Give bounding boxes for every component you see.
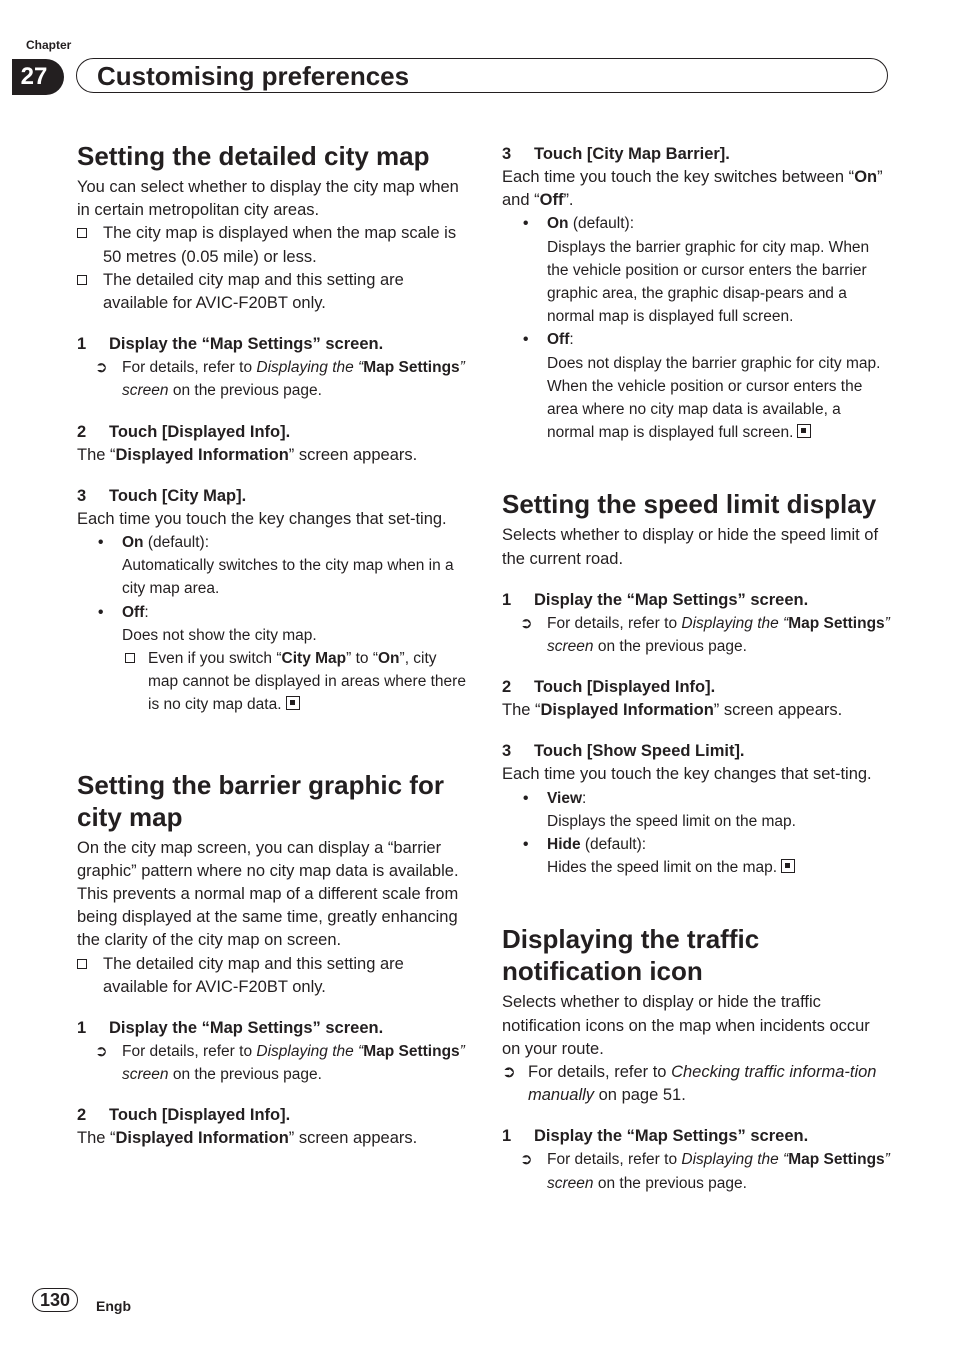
section-intro: On the city map screen, you can display a “barrier graphic” pattern where no city map data is available. This prevents a normal map of a different scale from being displayed at the same time, greatly enhancing the clarity of the city map on screen. <box>77 838 459 950</box>
ref-link: Checking traffic informa-tion manually <box>528 1063 877 1105</box>
note <box>77 269 467 315</box>
option-suffix: : <box>144 603 149 621</box>
step-number: 3 <box>502 742 512 761</box>
step-heading <box>502 143 892 166</box>
step-desc <box>77 444 467 467</box>
text: ” screen appears. <box>288 1129 418 1148</box>
step-text: Touch [City Map]. <box>109 486 247 505</box>
option-desc: Displays the speed limit on the map. <box>547 812 796 830</box>
arrow-icon: ➲ <box>520 1151 533 1169</box>
text-bold: Displayed Information <box>540 701 714 720</box>
option-suffix: : <box>582 789 587 807</box>
option-suffix: (default): <box>568 215 635 233</box>
ref-link: ” screen <box>547 614 890 656</box>
option-desc: Does not display the barrier graphic for city map. When the vehicle position or cursor enters the area where no city map data is available, a normal map is displayed full screen. <box>547 354 881 442</box>
section-title: Setting the speed limit display <box>502 489 877 520</box>
text-bold: Displayed Information <box>115 1129 289 1148</box>
text-bold: Off <box>539 191 564 210</box>
bullet-item <box>502 787 892 833</box>
step-text: Touch [Displayed Info]. <box>534 678 716 697</box>
step-text: Touch [Displayed Info]. <box>109 1106 291 1125</box>
step-text: Display the “Map Settings” screen. <box>534 590 809 609</box>
section-traffic-notification <box>502 923 892 1194</box>
text-bold: City Map <box>281 650 347 668</box>
section-barrier-graphic <box>77 769 467 1151</box>
bullet-icon: • <box>523 789 529 807</box>
note-text: The detailed city map and this setting are available for AVIC-F20BT only. <box>103 954 404 996</box>
ref-link: ” screen <box>122 359 465 400</box>
option-label: View <box>547 789 583 807</box>
reference <box>502 1061 892 1107</box>
reference <box>502 1148 892 1194</box>
step-number: 1 <box>77 335 87 354</box>
step-number: 3 <box>502 145 512 163</box>
step-desc <box>77 1127 467 1150</box>
option-desc: Automatically switches to the city map when in a city map area. <box>122 557 454 598</box>
step-number: 2 <box>502 678 512 697</box>
ref-bold: Map Settings <box>788 1151 885 1169</box>
option-label: On <box>122 534 144 552</box>
chapter-title: Customising preferences <box>97 61 410 91</box>
text: ”. <box>563 191 574 210</box>
bullet-item <box>77 531 467 601</box>
ref-link: Displaying the “ <box>256 1043 364 1061</box>
right-column <box>502 140 892 1195</box>
text-bold: On <box>854 168 878 186</box>
text-bold: Displayed Information <box>115 445 289 464</box>
ref-bold: Map Settings <box>788 614 885 632</box>
text: The “ <box>77 445 116 464</box>
ref-text: on the previous page. <box>168 1066 322 1084</box>
bullet-item <box>502 328 892 444</box>
ref-link: ” screen <box>122 1043 465 1084</box>
text-bold: On <box>378 650 400 668</box>
checkbox-icon <box>125 653 135 663</box>
text: ” to “ <box>346 650 378 668</box>
step-heading <box>77 421 467 444</box>
sub-note <box>77 647 467 717</box>
step-heading <box>502 589 892 612</box>
bullet-icon: • <box>98 603 104 621</box>
text: ” screen appears. <box>713 701 843 720</box>
text: ” screen appears. <box>288 445 418 464</box>
text: The “ <box>502 701 541 720</box>
ref-text: For details, refer to <box>122 1043 257 1061</box>
text: The “ <box>77 1129 116 1148</box>
end-mark-icon <box>781 859 795 873</box>
step-text: Touch [City Map Barrier]. <box>534 145 730 163</box>
chapter-label: Chapter <box>26 38 72 52</box>
step-number: 2 <box>77 1106 87 1125</box>
note <box>77 222 467 268</box>
step-desc <box>502 166 892 212</box>
checkbox-icon <box>77 275 87 285</box>
step-heading <box>502 740 892 763</box>
bullet-icon: • <box>523 331 529 349</box>
step-desc: Each time you touch the key changes that set-ting. <box>502 765 872 784</box>
step-number: 1 <box>502 1127 512 1146</box>
ref-link: Displaying the “ <box>256 359 364 377</box>
step-number: 3 <box>77 486 87 505</box>
bullet-icon: • <box>98 534 104 552</box>
ref-text: on the previous page. <box>593 638 747 656</box>
ref-text: For details, refer to <box>547 1151 682 1169</box>
text: Even if you switch “ <box>148 650 282 668</box>
note <box>77 953 467 999</box>
ref-text: on page 51. <box>594 1086 686 1105</box>
section-intro: Selects whether to display or hide the traffic notification icons on the map when incidents occur on your route. <box>502 993 870 1058</box>
step-heading <box>77 485 467 508</box>
option-desc: Hides the speed limit on the map. <box>547 859 778 877</box>
reference <box>77 1040 467 1086</box>
section-detailed-city-map <box>77 140 467 717</box>
note-text: The detailed city map and this setting are available for AVIC-F20BT only. <box>103 270 404 313</box>
reference <box>77 356 467 402</box>
checkbox-icon <box>77 228 87 238</box>
bullet-icon: • <box>523 215 529 233</box>
step-text: Display the “Map Settings” screen. <box>109 335 384 354</box>
text: ”, city map cannot be displayed in areas where there is no city map data. <box>148 650 466 714</box>
arrow-icon: ➲ <box>502 1063 516 1082</box>
bullet-item <box>77 601 467 647</box>
bullet-icon: • <box>523 836 529 854</box>
option-label: Off <box>547 331 570 349</box>
ref-link: ” screen <box>547 1151 890 1192</box>
step-desc: Each time you touch the key changes that set-ting. <box>77 509 447 528</box>
checkbox-icon <box>77 959 87 969</box>
section-speed-limit <box>502 488 892 879</box>
arrow-icon: ➲ <box>95 1043 108 1061</box>
arrow-icon: ➲ <box>95 359 108 377</box>
step-text: Display the “Map Settings” screen. <box>534 1127 809 1146</box>
option-label: Off <box>122 603 145 621</box>
step-number: 1 <box>502 590 512 609</box>
ref-text: on the previous page. <box>593 1174 747 1192</box>
step-desc <box>502 699 892 722</box>
step-heading <box>77 333 467 356</box>
step-heading <box>502 676 892 699</box>
bullet-item <box>502 833 892 879</box>
note-text: The city map is displayed when the map scale is 50 metres (0.05 mile) or less. <box>103 224 457 266</box>
section-title: Displaying the traffic notification icon <box>502 924 760 987</box>
step-text: Touch [Displayed Info]. <box>109 422 291 441</box>
arrow-icon: ➲ <box>520 614 533 632</box>
language-code: Engb <box>96 1298 131 1314</box>
text: ” and “ <box>502 168 883 210</box>
ref-bold: Map Settings <box>363 359 460 377</box>
ref-link: Displaying the “ <box>681 614 789 632</box>
ref-link: Displaying the “ <box>681 1151 789 1169</box>
section-intro: Selects whether to display or hide the speed limit of the current road. <box>502 526 879 568</box>
end-mark-icon <box>797 424 811 438</box>
step-heading <box>77 1017 467 1040</box>
option-label: On <box>547 215 569 233</box>
section-intro: You can select whether to display the city map when in certain metropolitan city areas. <box>77 178 459 220</box>
step-number: 2 <box>77 422 87 441</box>
bullet-item <box>502 212 892 328</box>
option-suffix: (default): <box>143 534 210 552</box>
step-heading <box>77 1104 467 1127</box>
page-number: 130 <box>32 1288 78 1312</box>
section-title: Setting the detailed city map <box>77 141 430 171</box>
chapter-number: 27 <box>12 59 64 95</box>
ref-bold: Map Settings <box>363 1043 460 1061</box>
section-title: Setting the barrier graphic for city map <box>77 769 444 832</box>
reference <box>502 612 892 658</box>
option-label: Hide <box>547 836 581 854</box>
ref-text: For details, refer to <box>528 1063 672 1082</box>
text: Each time you touch the key switches between “ <box>502 168 855 186</box>
step-number: 1 <box>77 1019 87 1038</box>
option-desc: Displays the barrier graphic for city map. When the vehicle position or cursor enters the barrier graphic area, the graphic disap-pears and a normal map is displayed full screen. <box>547 238 870 326</box>
end-mark-icon <box>286 696 300 710</box>
ref-text: For details, refer to <box>547 614 682 632</box>
left-column <box>77 140 467 1151</box>
option-suffix: (default): <box>580 836 647 854</box>
option-suffix: : <box>569 331 574 349</box>
ref-text: on the previous page. <box>168 382 322 400</box>
ref-text: For details, refer to <box>122 359 257 377</box>
option-desc: Does not show the city map. <box>122 626 317 644</box>
step-text: Display the “Map Settings” screen. <box>109 1019 384 1038</box>
step-text: Touch [Show Speed Limit]. <box>534 742 745 761</box>
step-heading <box>502 1125 892 1148</box>
